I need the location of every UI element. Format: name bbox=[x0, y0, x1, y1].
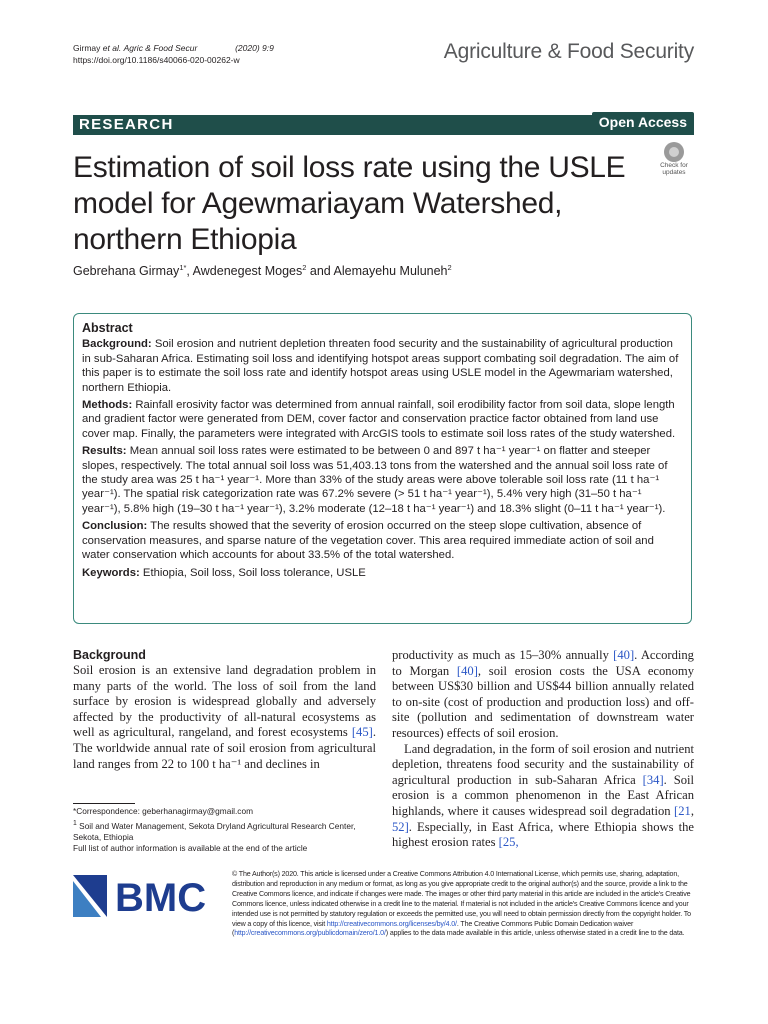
affiliation-note: $^1$ Soil and Water Management, Sekota Dryland Agricultural Research Center, Sekota, Ethiopia bbox=[73, 819, 356, 842]
article-title: Estimation of soil loss rate using the USLE model for Agewmariayam Watershed, northern Ethiopia bbox=[73, 151, 626, 256]
reference-link[interactable]: [34] bbox=[642, 772, 664, 787]
author-name: Gebrehana Girmay bbox=[73, 264, 180, 279]
body-paragraph: Land degradation, in the form of soil erosion and nutrient depletion, threatens food security and the sustainability of agricultural production in sub-Saharan Africa [34]. Soil erosion is a common phenomenon in the East African highlands, where it causes widespread soil degradation [21, 52]. Especially, in East Africa, where Ethiopia shows the highest erosion rates [25, bbox=[392, 741, 694, 850]
reference-link[interactable]: [40] bbox=[613, 648, 635, 662]
abstract-background: Background: Soil erosion and nutrient depletion threaten food security and the sustainability of agricultural production in sub-Saharan Africa. Estimating soil loss and identifying hotspot areas support combating soil degradation. The aim of this paper is to estimate the soil loss rate and identify hotspot areas using USLE model in the Agewmariam watershed, northern Ethiopia. bbox=[82, 338, 679, 394]
reference-link[interactable]: [40] bbox=[456, 663, 478, 678]
citation-line bbox=[73, 42, 274, 66]
abstract-heading: Abstract bbox=[82, 321, 133, 335]
public-domain-link[interactable]: http://creativecommons.org/publicdomain/zero/1.0/ bbox=[234, 929, 386, 938]
article-type-banner bbox=[73, 115, 694, 135]
body-paragraph: Soil erosion is an extensive land degradation problem in many parts of the world. The loss of soil from the land surface by erosion is widespread globally and adversely affected by the productivity of all-natural ecosystems as well as agricultural, rangeland, and forest ecosystems [45]. The worldwide annual rate of soil erosion from agricultural land ranges from 22 to 100 t ha⁻¹ and declines in bbox=[73, 663, 376, 771]
body-column-right bbox=[392, 648, 694, 851]
abstract-box bbox=[73, 313, 692, 624]
body-paragraph: productivity as much as 15–30% annually [40]. According to Morgan [40], soil erosion costs the USA economy between US$30 billion and US$44 billion annually related to on-site (cost of production and production loss) and off-site (pollution and sedimentation of downstream water resources) effects of soil erosion. bbox=[392, 648, 694, 740]
reference-link[interactable]: [25, bbox=[498, 835, 519, 850]
author-info-note: Full list of author information is available at the end of the article bbox=[73, 843, 308, 854]
abstract-results: Results: Mean annual soil loss rates were estimated to be between 0 and 897 t ha⁻¹ year⁻¹ on flatter and steeper slopes, respectively. The total annual soil loss was 51,403.13 tons from the watershed and the annual soil loss rate of the study area was 25 t ha⁻¹ year⁻¹. More than 33% of the study areas were above tolerable soil loss rate (11 t ha⁻¹ year⁻¹). The spatial risk categorization rate was 67.2% severe (> 51 t ha⁻¹ year⁻¹), 5.4% very high (31–50 t ha⁻¹ year⁻¹), 5.8% high (19–30 t ha⁻¹ year⁻¹), 3.2% moderate (12–18 t ha⁻¹ year⁻¹) and 18.3% slight (0–11 t ha⁻¹ year⁻¹). bbox=[82, 445, 668, 515]
license-text: © The Author(s) 2020. This article is licensed under a Creative Commons Attribution 4.0 International License, which permits use, sharing, adaptation, distribution and reproduction in any medium or format, as long as you give appropriate credit to the original author(s) and the source, provide a link to the Creative Commons licence, and indicate if changes were made. The images or other third party material in this article are included in the article's Creative Commons licence, unless indicated otherwise in a credit line to the material. If material is not included in the article's Creative Commons licence and your intended use is not permitted by statutory regulation or exceeds the permitted use, you will need to obtain permission directly from the copyright holder. To view a copy of this licence, visit http://creativecommons.org/licenses/by/4.0/. The Creative Commons Public Domain Dedication waiver (http://creativecommons.org/publicdomain/zero/1.0/) applies to the data made available in this article, unless otherwise stated in a credit line to the data. bbox=[232, 870, 691, 938]
cite-etal: et al. bbox=[102, 43, 122, 53]
license-link[interactable]: http://creativecommons.org/licenses/by/4.0/ bbox=[326, 919, 457, 928]
doi-link[interactable]: https://doi.org/10.1186/s40066-020-00262-w bbox=[73, 55, 240, 65]
body-column-left bbox=[73, 648, 376, 772]
author-name: Alemayehu Muluneh bbox=[333, 264, 448, 279]
crossmark-icon bbox=[664, 142, 684, 162]
author-affiliation: 2 bbox=[447, 263, 452, 272]
reference-link[interactable]: [45] bbox=[351, 725, 373, 740]
abstract-keywords: Keywords: Ethiopia, Soil loss, Soil loss tolerance, USLE bbox=[82, 566, 366, 579]
author-name: Awdenegest Moges bbox=[192, 264, 303, 279]
correspondence-note: *Correspondence: geberhanagirmay@gmail.com bbox=[73, 806, 253, 816]
section-heading: Background bbox=[73, 648, 146, 662]
cite-journal: Agric & Food Secur bbox=[123, 43, 198, 53]
check-for-updates-label: Check for updates bbox=[660, 162, 688, 176]
footnote-divider bbox=[73, 803, 135, 804]
journal-name: Agriculture & Food Security bbox=[443, 40, 694, 63]
cite-year: (2020) 9:9 bbox=[235, 43, 274, 53]
cite-authors: Girmay bbox=[73, 43, 101, 53]
abstract-conclusion: Conclusion: The results showed that the severity of erosion occurred on the steep slope cultivation, absence of conservation measures, and sparse nature of the vegetation cover. This area required immediate action of soil and water conservation which accounts for about 33.5% of the total watershed. bbox=[82, 520, 654, 562]
bmc-logo-mark-icon bbox=[73, 873, 213, 919]
bmc-logo-text: BMC bbox=[115, 876, 207, 919]
check-for-updates-button[interactable] bbox=[654, 142, 694, 180]
author-list: Gebrehana Girmay$^{1*}$, Awdenegest Moges$^2$ and Alemayehu Muluneh$^2$ bbox=[73, 263, 452, 279]
footnotes bbox=[73, 806, 373, 855]
open-access-label: Open Access bbox=[598, 114, 687, 130]
reference-link[interactable]: 52] bbox=[392, 819, 409, 834]
article-type-label: RESEARCH bbox=[79, 116, 174, 133]
abstract-methods: Methods: Rainfall erosivity factor was determined from annual rainfall, soil erodibility factor from soil data, slope length and gradient factor were generated from DEM, cover factor and conservation practice factor obtained from land use cover map. Finally, the parameters were integrated with ArcGIS tools to estimate soil loss rates of the study watershed. bbox=[82, 399, 676, 440]
bmc-logo bbox=[73, 873, 213, 919]
author-affiliation: 2 bbox=[302, 263, 307, 272]
reference-link[interactable]: [21 bbox=[674, 803, 691, 818]
author-affiliation: 1* bbox=[179, 263, 187, 272]
